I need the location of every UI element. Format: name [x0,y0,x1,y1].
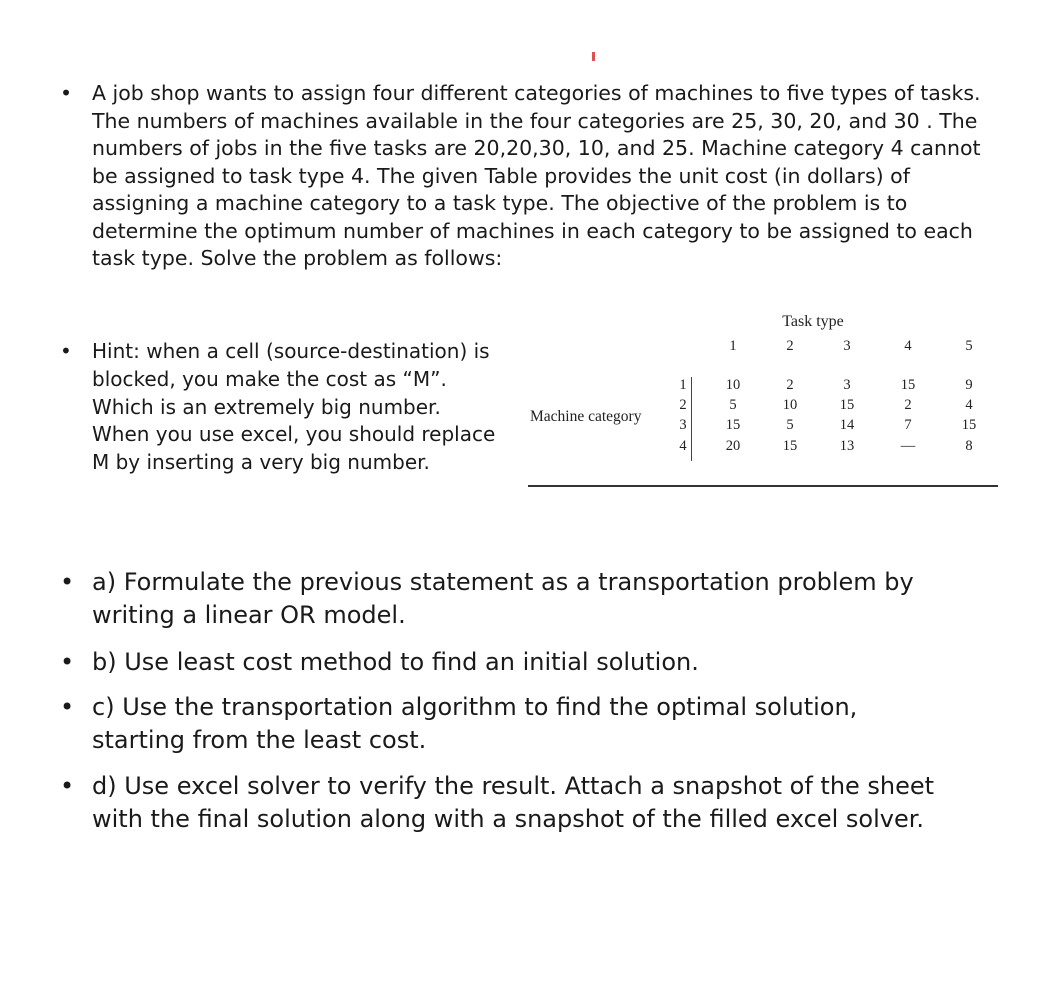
cost-cell: 15 [961,417,977,433]
question-line: c) Use the transportation algorithm to find the optimal solution, [92,693,858,721]
problem-line: be assigned to task type 4. The given Table provides the unit cost (in dollars) of [92,163,910,188]
cost-table [528,310,998,490]
problem-line: numbers of jobs in the five tasks are 20,20,30, 10, and 25. Machine category 4 cannot [92,136,981,160]
cost-cell: 15 [782,438,798,454]
column-header: 1 [729,338,737,354]
cost-cell: 3 [843,377,851,393]
hint-line: Which is an extremely big number. [92,394,441,419]
question-line: a) Formulate the previous statement as a transportation problem by [92,568,914,596]
cost-cell: 7 [904,417,912,433]
problem-statement [60,80,1010,273]
row-label: 2 [679,397,687,413]
task-type-label: Task type [782,313,844,330]
problem-line: The numbers of machines available in the four categories are 25, 30, 20, and 30 . The [92,108,978,133]
cost-cell: 15 [839,397,855,413]
bullet-icon: • [60,772,75,800]
problem-line: A job shop wants to assign four different categories of machines to five types of tasks. [92,81,981,105]
cost-cell: 5 [729,397,737,413]
column-header: 5 [965,338,973,354]
question-line: with the final solution along with a snapshot of the filled excel solver. [92,805,925,833]
machine-category-label: Machine category [530,408,642,425]
cost-cell: 5 [786,417,794,433]
problem-line: assigning a machine category to a task type. The objective of the problem is to [92,191,908,215]
hint-line: blocked, you make the cost as “M”. [92,366,447,391]
cost-cell: 20 [725,438,741,454]
blocked-cell: — [900,438,916,454]
row-label: 4 [679,438,687,454]
red-mark [592,52,595,61]
cost-cell: 15 [900,377,916,393]
question-line: b) Use least cost method to find an initial solution. [92,648,699,676]
hint-line: M by inserting a very big number. [92,450,430,475]
question-c [60,691,1020,757]
bullet-icon: • [60,648,75,676]
bullet-icon: • [60,81,73,105]
question-a [60,566,1020,632]
column-header: 3 [843,338,851,354]
problem-line: determine the optimum number of machines in each category to be assigned to each [92,218,973,243]
row-label: 3 [679,417,687,433]
cost-cell: 15 [725,417,741,433]
hint-line: Hint: when a cell (source-destination) is [92,339,490,363]
bullet-icon: • [60,339,72,363]
bullet-icon: • [60,568,75,596]
cost-cell: 2 [786,377,794,393]
cost-cell: 4 [965,397,973,413]
question-d [60,770,1020,836]
bullet-icon: • [60,693,75,721]
column-header: 4 [904,338,912,354]
cost-cell: 13 [839,438,855,454]
cost-cell: 8 [965,438,973,454]
column-header: 2 [786,338,794,354]
cost-cell: 10 [725,377,741,393]
cost-cell: 9 [965,377,973,393]
question-line: writing a linear OR model. [92,601,406,629]
question-line: d) Use excel solver to verify the result. Attach a snapshot of the sheet [92,772,935,800]
row-label: 1 [679,377,687,393]
question-line: starting from the least cost. [92,726,427,754]
question-b [60,646,1020,679]
cost-cell: 2 [904,397,912,413]
table-bottom-rule [528,485,998,487]
cost-cell: 10 [782,397,798,413]
hint-line: When you use excel, you should replace [92,422,496,447]
cost-cell: 14 [839,417,855,433]
problem-line: task type. Solve the problem as follows: [92,246,503,270]
hint-text [60,338,530,477]
